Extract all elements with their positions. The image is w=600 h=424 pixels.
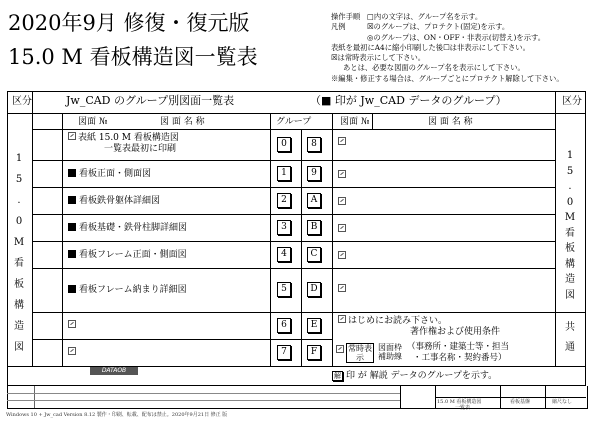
group-box: 7 bbox=[277, 345, 291, 360]
group-box: 6 bbox=[277, 318, 291, 333]
drawing-name: 看板フレーム納まり詳細図 bbox=[79, 285, 187, 295]
jwcad-group-mark-icon bbox=[68, 169, 76, 177]
group-box: 9 bbox=[307, 166, 321, 181]
title-block-scale: 縮尺なし bbox=[552, 399, 573, 405]
group-box: 2 bbox=[277, 193, 291, 208]
table-row bbox=[68, 320, 78, 332]
explanation-legend: 解 印 が 解説 データのグループを示す。 bbox=[334, 371, 498, 381]
table-row bbox=[68, 195, 160, 207]
list-item-mark bbox=[338, 197, 348, 209]
left-kubun-header: 区分 bbox=[12, 96, 32, 107]
list-item-mark bbox=[338, 251, 348, 263]
group-box: 3 bbox=[277, 220, 291, 235]
left-category: 1 5 . 0 M 看 板 構 造 図 bbox=[13, 153, 25, 353]
jwcad-group-mark-icon bbox=[68, 250, 76, 258]
drawing-name: 看板鉄骨躯体詳細図 bbox=[79, 196, 161, 206]
drawing-name-sub: 一覧表最初に印刷 bbox=[104, 144, 177, 154]
group-box: A bbox=[307, 193, 321, 208]
table-row bbox=[68, 168, 151, 180]
jwcad-group-mark-icon bbox=[68, 223, 76, 231]
legend-label: 凡例 bbox=[331, 22, 346, 32]
checkbox-icon bbox=[68, 347, 76, 355]
drawing-name: 看板基礎・鉄骨柱脚詳細図 bbox=[79, 223, 188, 233]
footer-text: Windows 10 + Jw_cad Version 8.12 製作・印刷、転載、配布は禁止。2020年9月21日 修正 版 bbox=[6, 412, 228, 418]
legend-toggle: ◎のグループは、ON・OFF・非表示(切替え)を示す。 bbox=[367, 32, 546, 42]
read-first-note: はじめにお読み下さい。 bbox=[338, 315, 447, 327]
table-row bbox=[68, 347, 78, 359]
list-item-mark bbox=[336, 345, 346, 357]
copyright-note: 著作権および使用条件 bbox=[410, 327, 501, 337]
checkbox-icon bbox=[68, 132, 76, 140]
drawing-name: 看板フレーム正面・側面図 bbox=[79, 250, 187, 260]
frame-detail1: （事務所・建築士等・担当 bbox=[407, 342, 510, 352]
explanation-mark: 解 bbox=[334, 372, 341, 380]
legend-protect: ☒のグループは、プロテクト(固定)を示す。 bbox=[367, 22, 510, 32]
group-box: 4 bbox=[277, 247, 291, 262]
jwcad-group-mark-icon bbox=[68, 196, 76, 204]
list-item-mark bbox=[338, 137, 348, 149]
group-box: D bbox=[307, 282, 321, 297]
right-kubun-header: 区分 bbox=[562, 96, 582, 107]
table-row bbox=[68, 222, 187, 234]
list-item-mark bbox=[338, 284, 348, 296]
right-category-common: 共 通 bbox=[565, 322, 575, 353]
table-title: Jw_CAD のグループ別図面一覧表 bbox=[66, 94, 235, 107]
note-groups: あとは、必要な図面のグループ名を表示にして下さい。 bbox=[343, 63, 525, 73]
instructions-heading: 操作手順 bbox=[331, 12, 361, 21]
col-header-name: 図 面 名 称 bbox=[160, 117, 205, 127]
drawing-name: 看板正面・側面図 bbox=[79, 169, 152, 179]
col-header-group: グループ bbox=[276, 117, 312, 127]
note-edit: ※編集・修正する場合は、グループごとにプロテクト解除して下さい。 bbox=[331, 73, 564, 83]
group-box: C bbox=[307, 247, 321, 262]
col-header-no2: 図面 № bbox=[340, 117, 370, 127]
note-print: 表紙を最初にA4に縮小印刷した後☐は非表示にして下さい。 bbox=[331, 42, 530, 52]
list-item-mark bbox=[338, 224, 348, 236]
group-box: 1 bbox=[277, 166, 291, 181]
group-box: 5 bbox=[277, 282, 291, 297]
table-row bbox=[68, 284, 187, 296]
page-title-line1: 2020年9月 修復・復元版 bbox=[8, 11, 250, 35]
logo: DATAOB bbox=[90, 367, 138, 375]
title-block-name: 15.0 M 看板構造図 bbox=[437, 399, 482, 405]
table-row bbox=[68, 249, 187, 261]
title-block-category: 看板基盤 bbox=[510, 399, 531, 405]
group-box: B bbox=[307, 220, 321, 235]
frame-detail2: ・工事名称・契約番号） bbox=[413, 353, 507, 363]
checkbox-icon bbox=[68, 320, 76, 328]
list-item-mark bbox=[338, 170, 348, 182]
group-box: 0 bbox=[277, 137, 291, 152]
instructions-heading-text: □内の文字は、グループ名を示す。 bbox=[367, 12, 483, 21]
frame-label: 図面枠補助線 bbox=[378, 343, 402, 361]
jwcad-group-mark-icon bbox=[68, 285, 76, 293]
group-box: E bbox=[307, 318, 321, 333]
table-note: （■ 印が Jw_CAD データのグループ） bbox=[310, 94, 507, 107]
group-box: F bbox=[307, 345, 321, 360]
drawing-name: 表紙 15.0 M 看板構造図 bbox=[78, 133, 179, 143]
col-header-name2: 図 面 名 称 bbox=[428, 117, 473, 127]
page-title-line2: 15.0 M 看板構造図一覧表 bbox=[8, 45, 258, 69]
group-box: 8 bbox=[307, 137, 321, 152]
right-category: 1 5 . 0 M 看 板 構 造 図 bbox=[564, 150, 576, 301]
title-block-list: 一覧表 bbox=[455, 405, 471, 411]
always-show-label: 常時表示 bbox=[348, 344, 372, 362]
col-header-no: 図面 № bbox=[78, 117, 108, 127]
note-always: ☒は常時表示にして下さい。 bbox=[331, 53, 426, 63]
instructions-block bbox=[331, 12, 564, 84]
